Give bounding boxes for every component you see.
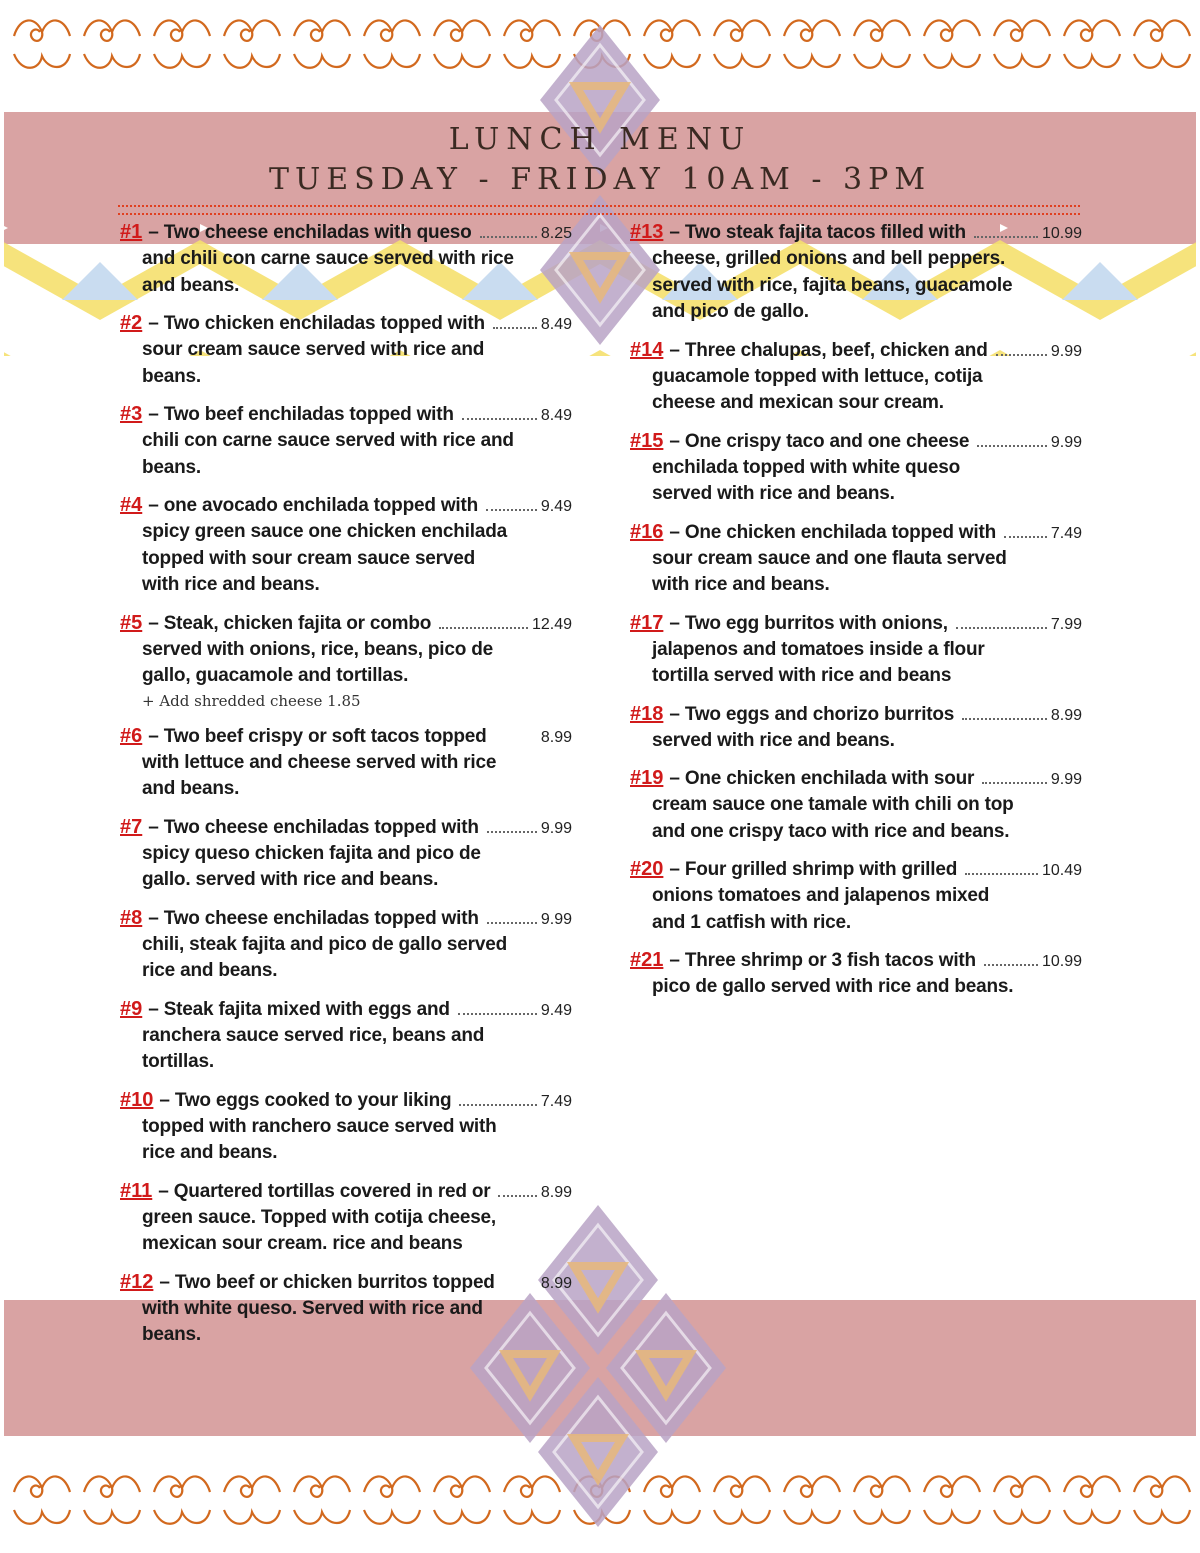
menu-item (120, 1268, 572, 1349)
item-addon: + Add shredded cheese 1.85 (142, 691, 361, 710)
item-number: #2 (120, 312, 143, 334)
menu-item-header (120, 1268, 572, 1296)
item-description: served with rice and beans. (652, 729, 895, 751)
menu-column-right (630, 218, 1082, 1011)
item-title: – Two steak fajita tacos filled with (669, 222, 966, 243)
item-title: – One crispy taco and one cheese (669, 430, 970, 452)
item-title: – Two chicken enchiladas topped with (148, 313, 485, 334)
price-leader (458, 1013, 537, 1015)
item-description: cheese, grilled onions and bell peppers. (652, 248, 1006, 269)
item-title: – Quartered tortillas covered in red or (158, 1180, 491, 1202)
divider-dotted (118, 205, 1080, 207)
item-title: – One chicken enchilada topped with (669, 521, 996, 543)
menu-item-header (120, 722, 572, 750)
item-title: – Steak fajita mixed with eggs and (148, 998, 450, 1020)
item-price: 8.99 (540, 728, 572, 746)
menu-item (120, 400, 572, 481)
item-price: 8.49 (540, 316, 572, 333)
item-title: – Two beef or chicken burritos topped (159, 1271, 495, 1293)
menu-item-header (120, 218, 572, 246)
item-number: #5 (120, 611, 143, 634)
menu-item (120, 1177, 572, 1258)
menu-item-header (120, 609, 572, 637)
item-price: 7.49 (540, 1092, 572, 1110)
item-number: #6 (120, 724, 143, 747)
price-leader (984, 964, 1038, 966)
price-leader (977, 445, 1047, 447)
menu-item-header (630, 518, 1082, 546)
menu-item-header (120, 904, 572, 932)
menu-item (630, 946, 1082, 1001)
item-description: beans. (142, 1324, 201, 1345)
menu-item (120, 1086, 572, 1167)
price-leader (498, 1195, 536, 1197)
item-description: spicy green sauce one chicken enchilada (142, 521, 507, 542)
price-leader (459, 1104, 536, 1106)
price-leader (965, 873, 1038, 875)
item-price: 9.49 (540, 1001, 572, 1019)
item-number: #10 (120, 1088, 154, 1111)
item-number: #19 (630, 767, 664, 789)
item-title: – Two cheese enchiladas with queso (148, 222, 472, 243)
item-description: beans. (142, 365, 201, 387)
item-title: – Three shrimp or 3 fish tacos with (669, 950, 976, 971)
menu-item-header (120, 309, 572, 337)
item-description: served with rice and beans. (652, 483, 895, 504)
item-description: tortilla served with rice and beans (652, 665, 952, 686)
item-title: – Two egg burritos with onions, (669, 612, 948, 634)
item-price: 8.99 (540, 1274, 572, 1292)
item-description: cheese and mexican sour cream. (652, 392, 944, 413)
menu-item (120, 309, 572, 390)
item-description: and beans. (142, 274, 240, 296)
item-price: 9.99 (540, 819, 572, 837)
price-leader (962, 718, 1047, 720)
price-leader (487, 922, 537, 924)
menu-item (120, 904, 572, 985)
price-leader (982, 782, 1047, 784)
item-description: rice and beans. (142, 1142, 278, 1163)
item-title: – One chicken enchilada with sour (669, 768, 975, 789)
item-number: #7 (120, 815, 143, 838)
item-description: onions tomatoes and jalapenos mixed (652, 885, 990, 906)
item-price: 7.99 (1050, 615, 1082, 633)
menu-item-header (630, 427, 1082, 455)
price-leader (493, 327, 537, 329)
item-price: 7.49 (1050, 524, 1082, 542)
item-number: #20 (630, 858, 664, 880)
menu-item-header (630, 946, 1082, 974)
item-description: sour cream sauce served with rice and (142, 339, 485, 360)
item-description: with white queso. Served with rice and (142, 1297, 483, 1319)
menu-item-header (120, 400, 572, 428)
item-description: topped with ranchero sauce served with (142, 1115, 497, 1137)
menu-item-header (120, 491, 572, 519)
item-title: – Three chalupas, beef, chicken and (669, 339, 988, 361)
item-description: tortillas. (142, 1051, 214, 1072)
price-leader (956, 627, 1047, 629)
item-description: and beans. (142, 778, 240, 799)
menu-item-header (630, 609, 1082, 637)
item-number: #14 (630, 338, 664, 361)
price-leader (480, 236, 537, 238)
item-number: #8 (120, 906, 143, 929)
menu-item-header (120, 1177, 572, 1205)
menu-item (630, 218, 1082, 326)
menu-item (120, 609, 572, 712)
price-leader (996, 354, 1047, 356)
item-description: and 1 catfish with rice. (652, 911, 851, 933)
item-title: – Two cheese enchiladas topped with (148, 907, 479, 929)
item-number: #11 (120, 1179, 153, 1202)
menu-item (630, 855, 1082, 936)
item-description: served with onions, rice, beans, pico de (142, 638, 493, 660)
item-description: gallo. served with rice and beans. (142, 869, 439, 890)
item-description: and pico de gallo. (652, 301, 809, 322)
menu-item-header (120, 995, 572, 1023)
item-price: 10.99 (1041, 953, 1082, 970)
item-description: mexican sour cream. rice and beans (142, 1233, 463, 1254)
item-price: 9.99 (1050, 433, 1082, 451)
item-description: with lettuce and cheese served with rice (142, 751, 497, 773)
menu-item-header (630, 218, 1082, 246)
item-number: #13 (630, 221, 664, 243)
menu-item-header (120, 1086, 572, 1114)
item-number: #18 (630, 702, 664, 725)
item-description: spicy queso chicken fajita and pico de (142, 842, 481, 864)
item-description: chili, steak fajita and pico de gallo served (142, 933, 507, 955)
item-description: enchilada topped with white queso (652, 456, 960, 478)
item-description: and one crispy taco with rice and beans. (652, 820, 1010, 842)
item-price: 10.49 (1041, 862, 1082, 879)
menu-column-left (120, 218, 572, 1359)
item-number: #9 (120, 997, 143, 1020)
item-title: – Steak, chicken fajita or combo (148, 612, 432, 634)
menu-item (630, 609, 1082, 690)
item-description: with rice and beans. (652, 574, 830, 595)
menu-hours: TUESDAY - FRIDAY 10AM - 3PM (268, 162, 932, 197)
item-title: – Two eggs cooked to your liking (159, 1089, 452, 1111)
item-price: 12.49 (531, 615, 572, 633)
menu-item-header (630, 764, 1082, 792)
item-description: green sauce. Topped with cotija cheese, (142, 1206, 497, 1228)
item-number: #21 (630, 949, 664, 971)
item-title: – Four grilled shrimp with grilled (669, 859, 958, 880)
item-description: sour cream sauce and one flauta served (652, 547, 1007, 569)
item-price: 8.99 (540, 1183, 572, 1201)
item-title: – Two beef enchiladas topped with (148, 404, 454, 425)
item-number: #4 (120, 494, 143, 516)
item-description: rice and beans. (142, 960, 278, 981)
item-description: jalapenos and tomatoes inside a flour (652, 638, 985, 660)
menu-item (630, 700, 1082, 755)
menu-item-header (630, 700, 1082, 728)
item-price: 8.49 (540, 407, 572, 424)
item-title: – Two eggs and chorizo burritos (669, 703, 955, 725)
item-price: 8.99 (1050, 706, 1082, 724)
item-description: with rice and beans. (142, 574, 320, 595)
menu-title: LUNCH MENU (448, 122, 752, 157)
item-price: 9.49 (540, 498, 572, 515)
menu-item-header (120, 813, 572, 841)
price-leader (1004, 536, 1047, 538)
item-description: ranchera sauce served rice, beans and (142, 1024, 485, 1046)
item-description: topped with sour cream sauce served (142, 547, 476, 569)
price-leader (439, 627, 528, 629)
menu-item (120, 218, 572, 299)
item-description: cream sauce one tamale with chili on top (652, 794, 1014, 815)
divider-dotted (118, 213, 1080, 215)
menu-item (630, 518, 1082, 599)
item-price: 9.99 (540, 910, 572, 928)
menu-item (630, 764, 1082, 845)
item-number: #1 (120, 221, 143, 243)
item-price: 10.99 (1041, 225, 1082, 242)
item-number: #12 (120, 1270, 154, 1293)
item-description: and chili con carne sauce served with rice (142, 248, 514, 269)
menu-item (120, 995, 572, 1076)
menu-item (120, 813, 572, 894)
item-title: – one avocado enchilada topped with (148, 495, 479, 516)
menu-item (630, 427, 1082, 508)
menu-item (120, 722, 572, 803)
menu-item (120, 491, 572, 599)
menu-item-header (630, 855, 1082, 883)
item-description: chili con carne sauce served with rice and (142, 430, 514, 451)
price-leader (462, 418, 537, 420)
item-price: 9.99 (1050, 342, 1082, 360)
item-number: #3 (120, 403, 143, 425)
item-title: – Two cheese enchiladas topped with (148, 816, 479, 838)
item-description: pico de gallo served with rice and beans. (652, 976, 1014, 997)
item-description: gallo, guacamole and tortillas. (142, 665, 409, 686)
item-price: 8.25 (540, 225, 572, 242)
item-description: guacamole topped with lettuce, cotija (652, 365, 983, 387)
item-number: #17 (630, 611, 664, 634)
item-description: served with rice, fajita beans, guacamole (652, 274, 1013, 296)
item-number: #15 (630, 429, 664, 452)
menu-item (630, 336, 1082, 417)
menu-item-header (630, 336, 1082, 364)
item-title: – Two beef crispy or soft tacos topped (148, 725, 487, 747)
item-description: beans. (142, 456, 201, 478)
price-leader (486, 509, 537, 511)
price-leader (974, 236, 1038, 238)
item-number: #16 (630, 520, 664, 543)
price-leader (487, 831, 537, 833)
item-price: 9.99 (1050, 771, 1082, 788)
